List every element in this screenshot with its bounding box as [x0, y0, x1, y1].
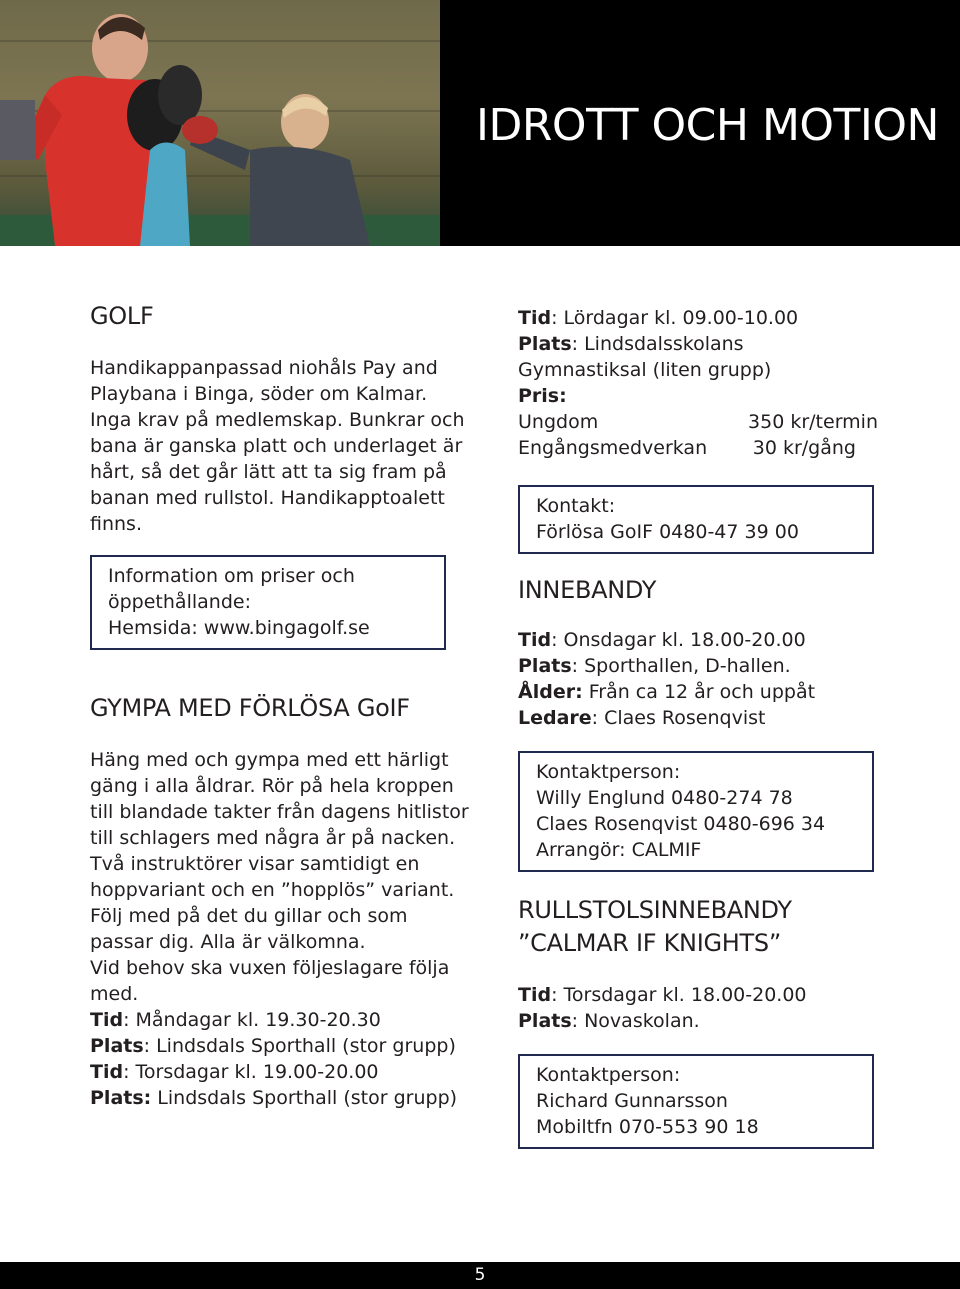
rullstol-heading: RULLSTOLSINNEBANDY [518, 896, 792, 924]
contact-label: Kontaktperson: [536, 1064, 681, 1086]
contact-name: Richard Gunnarsson [536, 1090, 728, 1112]
innebandy-plats: Plats: Sporthallen, D-hallen. [518, 655, 791, 677]
boxing-training-photo-icon [0, 0, 440, 246]
golf-website: Hemsida: www.bingagolf.se [108, 617, 370, 639]
price-row: Ungdom 350 kr/termin [518, 411, 878, 433]
rullstol-plats: Plats: Novaskolan. [518, 1010, 700, 1032]
gympa-pris-label: Pris: [518, 385, 567, 407]
price-row: Engångsmedverkan 30 kr/gång [518, 437, 856, 459]
left-column [90, 300, 470, 1111]
header-photo [0, 0, 440, 246]
innebandy-tid: Tid: Onsdagar kl. 18.00-20.00 [518, 629, 806, 651]
golf-heading: GOLF [90, 302, 154, 330]
page-footer [0, 1262, 960, 1289]
gympa-body: Häng med och gympa med ett härligt gäng i alla åldrar. Rör på hela kroppen till blandade takter från dagens hitlistor till schlagers med några år på nacken. Två instruktörer visar samtidigt en hoppvariant och en ”hopplös” variant. Följ med på det du gillar och som passar dig. Alla är välkomna. [90, 749, 469, 953]
gympa-plats-1: Plats: Lindsdals Sporthall (stor grupp) [90, 1035, 456, 1057]
gympa-tid-3: Tid: Lördagar kl. 09.00-10.00 [518, 307, 799, 329]
innebandy-heading: INNEBANDY [518, 576, 657, 604]
gympa-contact-box [518, 485, 874, 554]
gympa-plats-3: Plats: Lindsdalsskolans Gymnastiksal (liten grupp) [518, 333, 772, 381]
right-column [518, 300, 878, 1149]
golf-info-box [90, 555, 446, 650]
arranger-line: Arrangör: CALMIF [536, 839, 702, 861]
rullstol-tid: Tid: Torsdagar kl. 18.00-20.00 [518, 984, 807, 1006]
golf-info-line: Information om priser och öppethållande: [108, 565, 355, 613]
contact-phone: Mobiltfn 070-553 90 18 [536, 1116, 759, 1138]
contact-label: Kontakt: [536, 495, 616, 517]
page-number: 5 [474, 1265, 486, 1285]
gympa-heading: GYMPA MED FÖRLÖSA GoIF [90, 694, 410, 722]
gympa-tid-2: Tid: Torsdagar kl. 19.00-20.00 [90, 1061, 379, 1083]
title-band [440, 0, 960, 246]
gympa-tid-1: Tid: Måndagar kl. 19.30-20.30 [90, 1009, 381, 1031]
contact-line: Claes Rosenqvist 0480-696 34 [536, 813, 826, 835]
page-title: IDROTT OCH MOTION [476, 100, 939, 151]
gympa-body-2: Vid behov ska vuxen följeslagare följa med. [90, 957, 450, 1005]
contact-line: Willy Englund 0480-274 78 [536, 787, 793, 809]
gympa-plats-2: Plats: Lindsdals Sporthall (stor grupp) [90, 1087, 458, 1109]
contact-label: Kontaktperson: [536, 761, 681, 783]
innebandy-alder: Ålder: Från ca 12 år och uppåt [518, 681, 816, 703]
golf-body: Handikappanpassad niohåls Pay and Playbana i Binga, söder om Kalmar. Inga krav på medlemskap. Bunkrar och bana är ganska platt och underlaget är hårt, så det går lätt att ta sig fram på banan med rullstol. Handikapptoalett finns. [90, 357, 465, 535]
rullstol-contact-box [518, 1054, 874, 1149]
contact-value: Förlösa GoIF 0480-47 39 00 [536, 521, 799, 543]
innebandy-ledare: Ledare: Claes Rosenqvist [518, 707, 766, 729]
innebandy-contact-box [518, 751, 874, 872]
rullstol-subheading: ”CALMAR IF KNIGHTS” [518, 929, 781, 957]
